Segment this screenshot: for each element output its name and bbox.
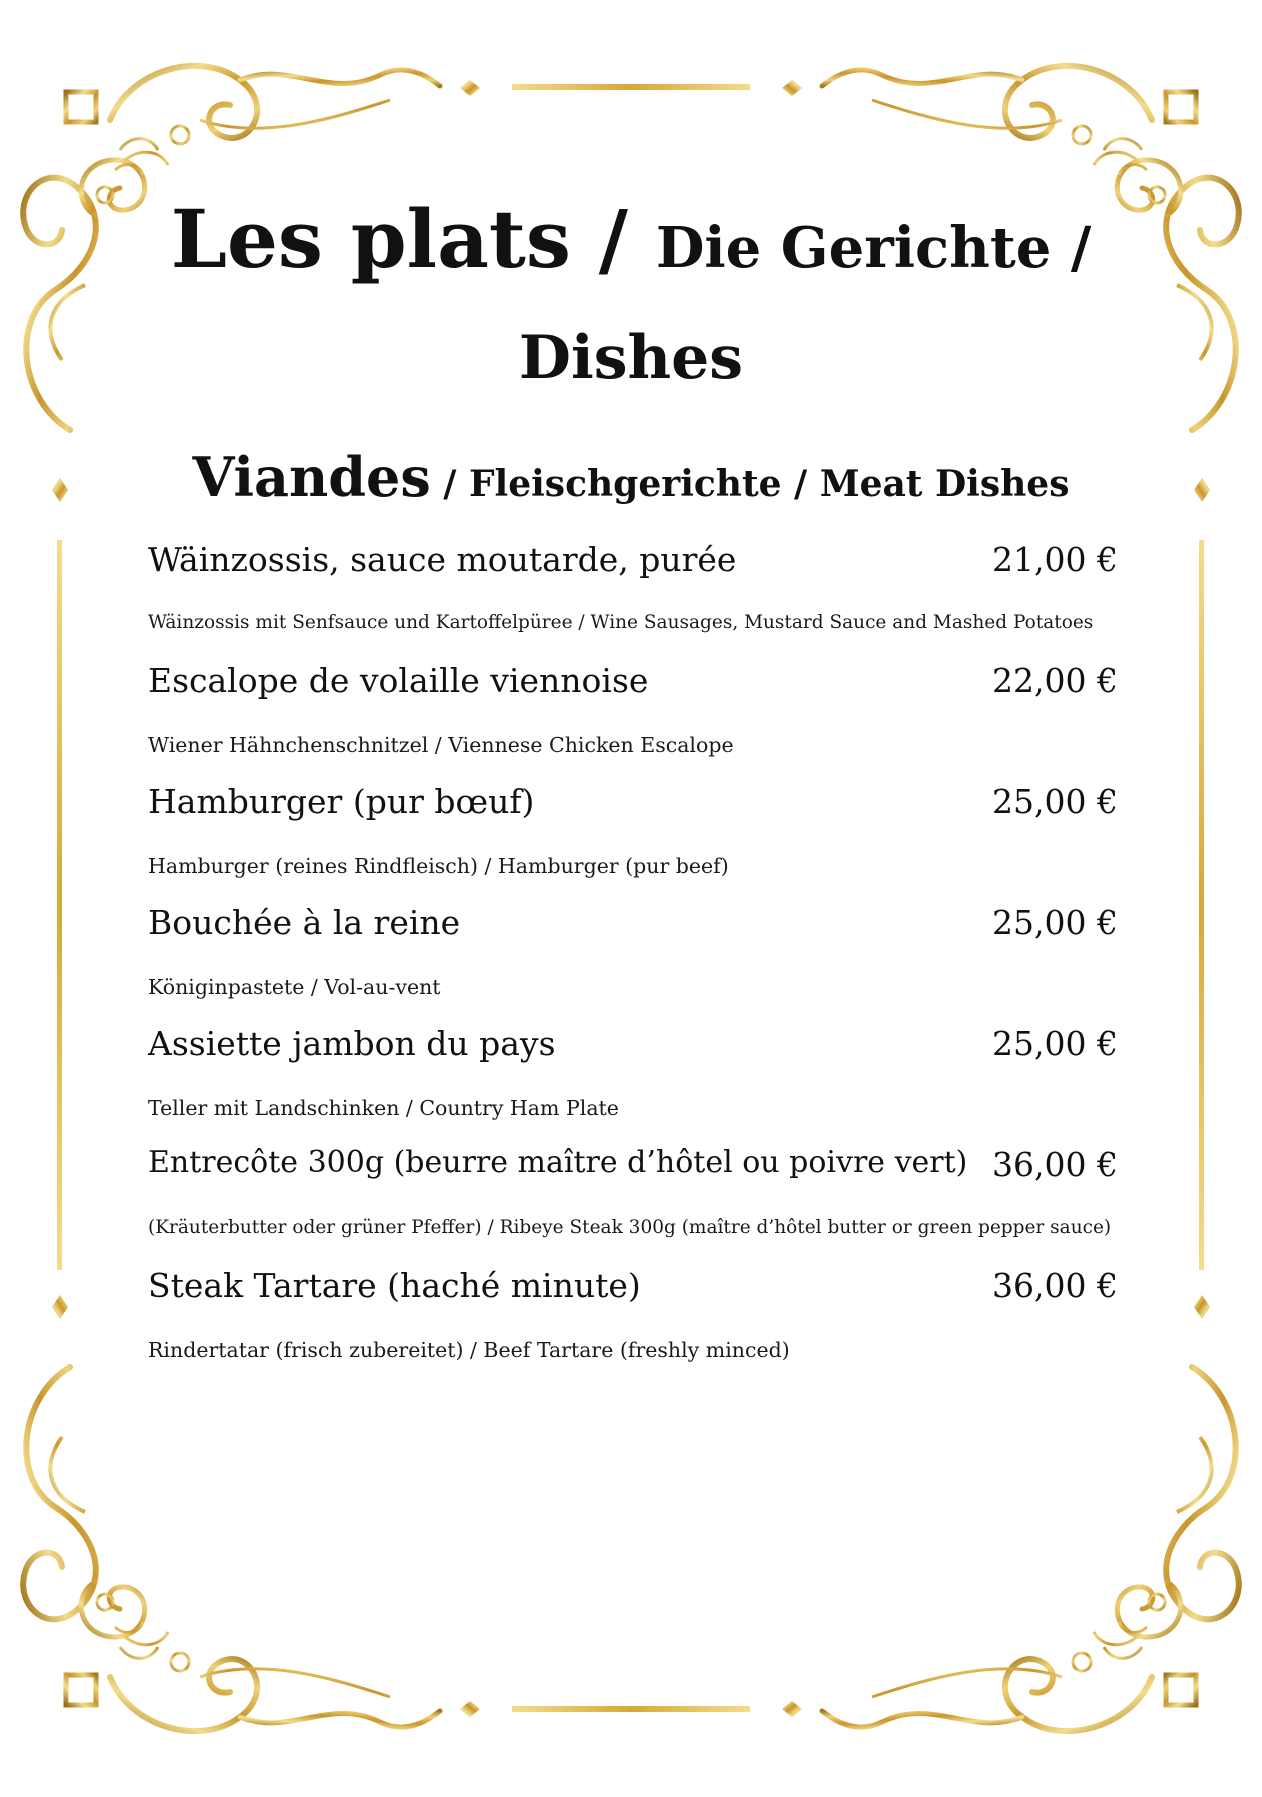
menu-item (148, 1024, 1118, 1145)
menu-item-price: 25,00 € (992, 1024, 1118, 1063)
section-heading-sub: / Fleischgerichte / Meat Dishes (430, 463, 1070, 505)
menu-item-price: 25,00 € (992, 903, 1118, 942)
menu-item-description: Teller mit Landschinken / Country Ham Plate (148, 1096, 619, 1120)
menu-item (148, 1266, 1118, 1387)
menu-item-price: 36,00 € (992, 1145, 1118, 1184)
title-german: Die Gerichte / (655, 215, 1092, 281)
menu-item-name: Entrecôte 300g (beurre maître d’hôtel ou poivre vert) (148, 1145, 968, 1180)
menu-item-description: Hamburger (reines Rindfleisch) / Hamburger (pur beef) (148, 854, 729, 878)
menu-item-description: Rindertatar (frisch zubereitet) / Beef Tartare (freshly minced) (148, 1338, 790, 1362)
title-english: Dishes (518, 323, 744, 393)
menu-item (148, 661, 1118, 782)
menu-item-description: (Kräuterbutter oder grüner Pfeffer) / Ribeye Steak 300g (maître d’hôtel butter or green pepper sauce) (148, 1217, 1112, 1238)
menu-item-price: 25,00 € (992, 782, 1118, 821)
section-heading-main: Viandes (192, 445, 431, 509)
page-title (0, 192, 1262, 286)
title-french: Les plats / (170, 192, 656, 286)
menu-item-price: 22,00 € (992, 661, 1118, 700)
menu-item-name: Hamburger (pur bœuf) (148, 782, 535, 821)
menu-item-name: Steak Tartare (haché minute) (148, 1266, 641, 1305)
menu-item (148, 903, 1118, 1024)
menu-item-name: Escalope de volaille viennoise (148, 661, 649, 700)
menu-item (148, 1145, 1118, 1266)
menu-item-name: Bouchée à la reine (148, 903, 461, 942)
menu-item (148, 540, 1118, 661)
menu-list (148, 540, 1118, 1387)
menu-item-name: Wäinzossis, sauce moutarde, purée (148, 540, 737, 579)
menu-item-name: Assiette jambon du pays (148, 1024, 556, 1063)
menu-item-description: Königinpastete / Vol-au-vent (148, 975, 441, 999)
menu-item-price: 21,00 € (992, 540, 1118, 579)
menu-item-description: Wiener Hähnchenschnitzel / Viennese Chicken Escalope (148, 733, 734, 757)
menu-item-description: Wäinzossis mit Senfsauce und Kartoffelpüree / Wine Sausages, Mustard Sauce and Mashed Potatoes (148, 612, 1094, 633)
section-heading (0, 445, 1262, 509)
menu-item-price: 36,00 € (992, 1266, 1118, 1305)
menu-item (148, 782, 1118, 903)
